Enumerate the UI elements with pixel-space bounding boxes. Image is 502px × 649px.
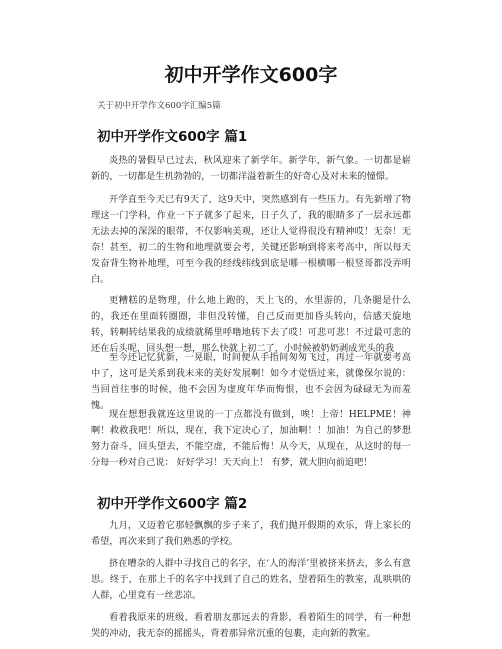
section-heading-1: 初中开学作文600字 篇1 <box>97 129 248 145</box>
section-2-paragraph-3: 看着我原来的班级，看着朋友那远去的背影，看着陌生的同学，有一种想哭的冲动，我无奈的摇摇头，背着那异常沉重的包裹，走向新的教室。 <box>91 612 411 639</box>
section-1-paragraph-3: 更糟糕的是物理，什么地上跑的，天上飞的，水里游的，几条腿是什么的，我还在里面转圈圈，非但没转懂，自己反而更加昏头转向，信感天旋地转，转啊转结果我的成绩就稀里呼噜地转下去了哎！可悲可悲！不过最可悲的还在后头呢，回头想一想，那么快就上初二了，小时候被奶奶剥成光头的我 <box>91 295 411 354</box>
section-1-paragraph-1: 炎热的暑假早已过去，秋风迎来了新学年。新学年，新气象。一切都是崭新的，一切都是生机勃勃的，一切都洋溢着新生的好奇心及对未来的憧憬。 <box>91 155 411 182</box>
section-1-paragraph-2: 开学直至今天已有9天了，这9天中，突然感到有一些压力。有先新增了物理这一门学科，作业一下子就多了起来，日子久了，我的眼睛多了一层永远都无法去掉的深深的眼带，不仅影响美观，还让人觉得很没有精神哎！无奈！无奈！甚至，初二的生物和地理就要会考，关键还影响到将来考高中，所以每天发奋背生物补地理，可至今我的经线纬线到底是哪一根横哪一根竖哥都没弄明白。 <box>91 194 411 285</box>
section-1-paragraph-5: 现在想想我就连这里说的一丁点都没有做到，唉！上帝！HELPME！神啊！救救我吧！所以，现在，我下定决心了，加油啊！！加油！为自己的梦想努力奋斗，回头望去，不能空虚，不能后悔！从今天，从现在，从这时的每一分每一秒对自己说： 好好学习！天天向上！ 有梦，就大胆向前追吧！ <box>91 409 411 468</box>
section-2-paragraph-1: 九月，又迈着它那轻飘飘的步子来了，我们抛开假期的欢乐，背上家长的希望，再次来到了我们熟悉的学校。 <box>91 520 411 547</box>
section-heading-2: 初中开学作文600字 篇2 <box>97 496 248 512</box>
document-title: 初中开学作文600字 <box>164 64 338 86</box>
section-1-paragraph-4: 至今还记忆犹新，一晃眼，时间便从手指间匆匆飞过，再过一年就要考高中了，这可是关系到我未来的美好发展啊！如今才觉悟过来，就像保尔说的： 当回首往事的时候，他不会因为虚度年华而悔恨，也不会因为碌碌无为而羞愧。 <box>91 352 411 411</box>
section-2-paragraph-2: 挤在嘈杂的人群中寻找自己的名字，在‘人的海洋’里被挤来挤去，多么有意思。终于，在那上千的名字中找到了自己的姓名，望着陌生的教室，乱哄哄的人群，心里竟有一丝悲凉。 <box>91 558 411 601</box>
document-summary: 关于初中开学作文600字汇编5篇 <box>97 101 221 111</box>
